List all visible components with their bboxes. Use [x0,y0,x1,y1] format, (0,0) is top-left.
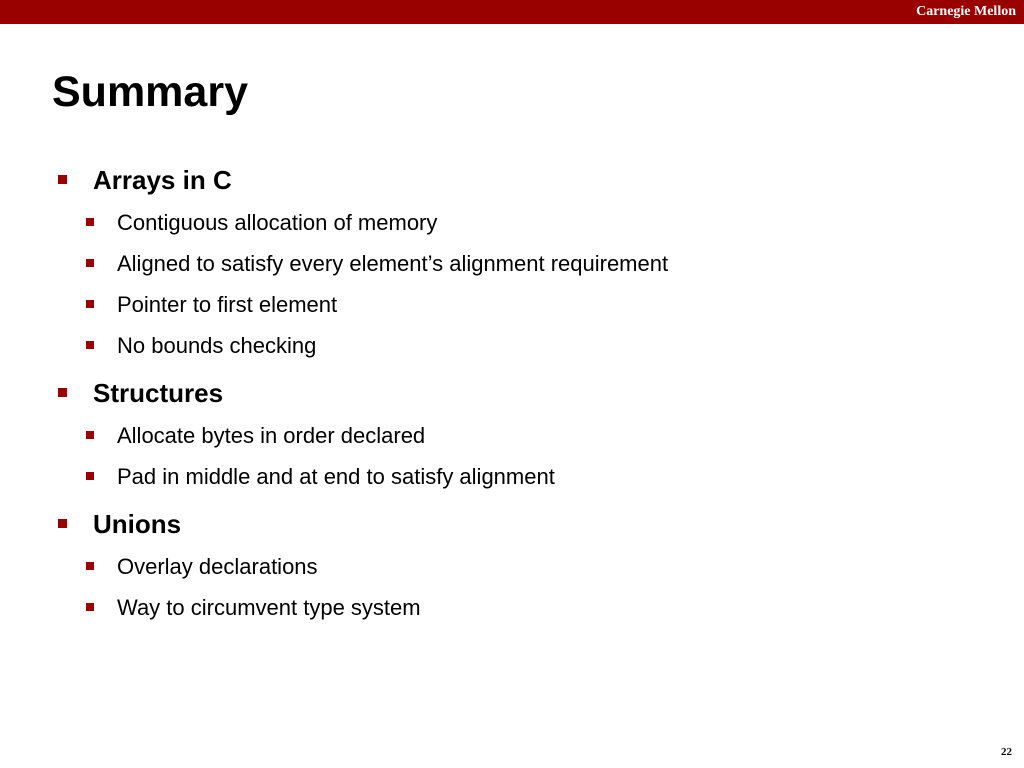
sub-bullet-text: No bounds checking [117,333,317,358]
sub-bullet-text: Way to circumvent type system [117,595,421,620]
sub-bullet-text: Pad in middle and at end to satisfy alignment [117,464,555,489]
bullet-heading: Unions [93,509,182,539]
sub-bullet-text: Overlay declarations [117,554,318,579]
square-bullet-icon [86,472,94,480]
bullet-heading: Structures [93,378,224,408]
square-bullet-icon [58,519,67,528]
square-bullet-icon [58,388,67,397]
square-bullet-icon [86,431,94,439]
sub-bullet-text: Allocate bytes in order declared [117,423,426,448]
sub-bullet-text: Pointer to first element [117,292,338,317]
sub-bullet-text: Aligned to satisfy every element’s alignment requirement [117,251,669,276]
square-bullet-icon [86,300,94,308]
slide-title: Summary [52,68,248,116]
bullet-heading: Arrays in C [93,165,232,195]
square-bullet-icon [86,218,94,226]
square-bullet-icon [86,603,94,611]
page-number: 22 [1001,746,1012,758]
sub-bullet-text: Contiguous allocation of memory [117,210,438,235]
square-bullet-icon [86,259,94,267]
brand-label: Carnegie Mellon [916,4,1016,19]
square-bullet-icon [58,175,67,184]
square-bullet-icon [86,562,94,570]
square-bullet-icon [86,341,94,349]
